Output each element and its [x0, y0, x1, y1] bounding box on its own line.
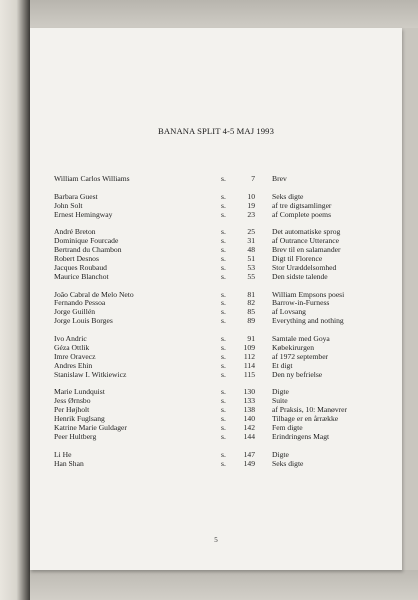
toc-page-number: 91: [247, 334, 255, 344]
toc-page-number: 147: [243, 449, 255, 459]
toc-row: [54, 273, 394, 282]
book-spine: [0, 0, 30, 600]
toc-s-marker: s.: [221, 369, 226, 379]
toc-s-marker: s.: [221, 449, 226, 459]
toc-author: Barbara Guest: [54, 191, 98, 201]
toc-s-marker: s.: [221, 191, 226, 201]
toc-page-number: 25: [247, 227, 255, 237]
toc-page-number: 133: [243, 396, 255, 406]
toc-work-title: Købekirurgen: [272, 342, 315, 352]
toc-s-marker: s.: [221, 422, 226, 432]
toc-work-title: Digte: [272, 449, 289, 459]
toc-author: Dominique Fourcade: [54, 236, 119, 246]
toc-s-marker: s.: [221, 431, 226, 441]
toc-s-marker: s.: [221, 236, 226, 246]
toc-author: Han Shan: [54, 458, 84, 468]
toc-work-title: Stor Uræddelsomhed: [272, 262, 337, 272]
toc-s-marker: s.: [221, 396, 226, 406]
toc-row: [54, 175, 394, 184]
toc-page-number: 31: [247, 236, 255, 246]
toc-author: André Breton: [54, 227, 96, 237]
toc-work-title: Brev: [272, 174, 287, 183]
toc-work-title: Et digt: [272, 360, 293, 370]
toc-page-number: 7: [251, 174, 255, 183]
toc-page-number: 112: [243, 351, 255, 361]
toc-s-marker: s.: [221, 414, 226, 424]
toc-s-marker: s.: [221, 298, 226, 308]
toc-author: Jorge Louis Borges: [54, 316, 113, 326]
toc-s-marker: s.: [221, 360, 226, 370]
toc-author: Fernando Pessoa: [54, 298, 106, 308]
toc-row: [54, 433, 394, 442]
toc-author: Ernest Hemingway: [54, 209, 113, 219]
toc-author: Katrine Marie Guldager: [54, 422, 127, 432]
toc-work-title: Samtale med Goya: [272, 334, 330, 344]
page-title: BANANA SPLIT 4-5 MAJ 1993: [158, 126, 274, 136]
toc-work-title: Den sidste talende: [272, 271, 328, 281]
toc-work-title: Erindringens Magt: [272, 431, 330, 441]
toc-work-title: Suite: [272, 396, 288, 406]
toc-s-marker: s.: [221, 342, 226, 352]
toc-work-title: William Empsons poesi: [272, 289, 345, 299]
toc-page-number: 19: [247, 200, 255, 210]
toc-s-marker: s.: [221, 334, 226, 344]
toc-page-number: 89: [247, 316, 255, 326]
toc-work-title: af tre digtsamlinger: [272, 200, 332, 210]
toc-page-number: 115: [243, 369, 255, 379]
background-bottom: [30, 570, 418, 600]
toc-work-title: Tilbage er en årrække: [272, 414, 339, 424]
toc-work-title: af Lovsang: [272, 307, 306, 317]
toc-s-marker: s.: [221, 289, 226, 299]
toc-author: John Solt: [54, 200, 83, 210]
toc-work-title: Barrow-in-Furness: [272, 298, 330, 308]
toc-page-number: 53: [247, 262, 255, 272]
toc-work-title: Everything and nothing: [272, 316, 344, 326]
toc-work-title: Det automatiske sprog: [272, 227, 341, 237]
toc-author: Peer Hultberg: [54, 431, 97, 441]
toc-s-marker: s.: [221, 227, 226, 237]
toc-page-number: 130: [243, 387, 255, 397]
toc-page-number: 51: [247, 254, 255, 264]
toc-row: [54, 211, 394, 220]
toc-author: Maurice Blanchot: [54, 271, 109, 281]
toc-page-number: 10: [247, 191, 255, 201]
toc-row: [54, 317, 394, 326]
toc-work-title: Seks digte: [272, 458, 304, 468]
toc-s-marker: s.: [221, 405, 226, 415]
toc-work-title: Brev til en salamander: [272, 245, 341, 255]
toc-work-title: af 1972 september: [272, 351, 329, 361]
toc-work-title: Digt til Florence: [272, 254, 323, 264]
toc-page-number: 82: [247, 298, 255, 308]
toc-page-number: 140: [243, 414, 255, 424]
page-number: 5: [214, 536, 218, 544]
toc-author: Andres Ehin: [54, 360, 93, 370]
toc-s-marker: s.: [221, 209, 226, 219]
toc-page-number: 23: [247, 209, 255, 219]
toc-row: [54, 460, 394, 469]
toc-s-marker: s.: [221, 307, 226, 317]
toc-author: João Cabral de Melo Neto: [54, 289, 134, 299]
toc-work-title: af Complete poems: [272, 209, 332, 219]
toc-page-number: 138: [243, 405, 255, 415]
toc-work-title: Seks digte: [272, 191, 304, 201]
toc-page-number: 109: [243, 342, 255, 352]
toc-author: Bertrand du Chambon: [54, 245, 122, 255]
toc-page-number: 144: [243, 431, 255, 441]
toc-author: Géza Ottlik: [54, 342, 90, 352]
toc-author: Jorge Guillén: [54, 307, 95, 317]
toc-s-marker: s.: [221, 254, 226, 264]
toc-author: Imre Oravecz: [54, 351, 96, 361]
toc-s-marker: s.: [221, 316, 226, 326]
toc-author: Stanislaw I. Witkiewicz: [54, 369, 127, 379]
toc-s-marker: s.: [221, 245, 226, 255]
toc-author: William Carlos Williams: [54, 174, 130, 183]
toc-page-number: 48: [247, 245, 255, 255]
toc-work-title: af Outrance Utterance: [272, 236, 340, 246]
toc-page-number: 142: [243, 422, 255, 432]
background-top: [30, 0, 418, 28]
toc-work-title: Fem digte: [272, 422, 303, 432]
toc-author: Ivo Andric: [54, 334, 87, 344]
toc-s-marker: s.: [221, 200, 226, 210]
toc-author: Marie Lundquist: [54, 387, 105, 397]
toc-author: Henrik Fuglsang: [54, 414, 105, 424]
toc-work-title: Den ny befrielse: [272, 369, 323, 379]
toc-author: Per Højholt: [54, 405, 90, 415]
toc-page-number: 85: [247, 307, 255, 317]
toc-s-marker: s.: [221, 387, 226, 397]
toc-row: [54, 371, 394, 380]
toc-s-marker: s.: [221, 458, 226, 468]
toc-page-number: 114: [243, 360, 255, 370]
toc-page-number: 55: [247, 271, 255, 281]
toc-author: Jess Ørnsbo: [54, 396, 91, 406]
toc-s-marker: s.: [221, 262, 226, 272]
toc-page-number: 81: [247, 289, 255, 299]
toc-author: Li He: [54, 449, 72, 459]
book-page: [30, 28, 402, 570]
toc-author: Jacques Roubaud: [54, 262, 107, 272]
toc-work-title: af Praksis, 10: Manøvrer: [272, 405, 348, 415]
toc-author: Robert Desnos: [54, 254, 99, 264]
toc-s-marker: s.: [221, 271, 226, 281]
toc-work-title: Digte: [272, 387, 289, 397]
toc-s-marker: s.: [221, 174, 226, 183]
toc-s-marker: s.: [221, 351, 226, 361]
toc-page-number: 149: [243, 458, 255, 468]
table-of-contents: [54, 175, 394, 468]
